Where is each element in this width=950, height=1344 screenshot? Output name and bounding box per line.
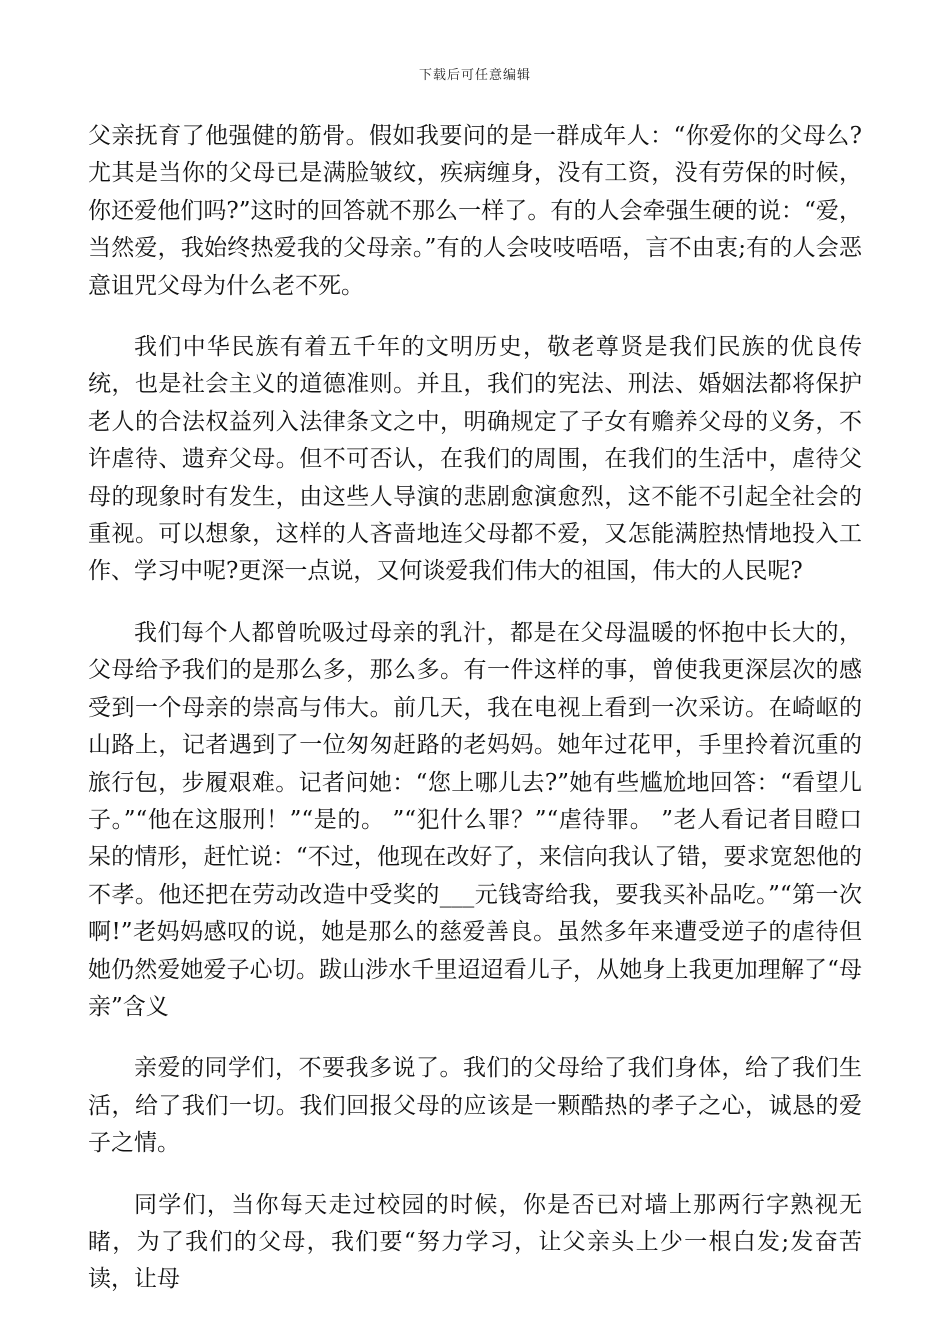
paragraph-1: 父亲抚育了他强健的筋骨。假如我要问的是一群成年人：“你爱你的父母么?尤其是当你的父母已是满脸皱纹，疾病缠身，没有工资，没有劳保的时候，你还爱他们吗?”这时的回答就不那么一样了。有的人会牵强生硬的说：“爱，当然爱，我始终热爱我的父母亲。”有的人会吱吱唔唔，言不由衷;有的人会恶意诅咒父母为什么老不死。 xyxy=(88,123,862,299)
paragraph-3: 我们每个人都曾吮吸过母亲的乳汁，都是在父母温暖的怀抱中长大的，父母给予我们的是那么多，那么多。有一件这样的事，曾使我更深层次的感受到一个母亲的崇高与伟大。前几天，我在电视上看到一次采访。在崎岖的山路上，记者遇到了一位匆匆赶路的老妈妈。她年过花甲，手里拎着沉重的旅行包，步履艰难。记者问她：“您上哪儿去?”她有些尴尬地回答：“看望儿子。”“他在这服刑！”“是的。 ”“犯什么罪？”“虐待罪。 ”老人看记者目瞪口呆的情形，赶忙说：“不过，他现在改好了，来信向我认了错，要求宽恕他的不孝。他还把在劳动改造中受奖的___元钱寄给我，要我买补品吃。”“第一次啊!”老妈妈感叹的说，她是那么的慈爱善良。虽然多年来遭受逆子的虐待但她仍然爱她爱子心切。跋山涉水千里迢迢看儿子，从她身上我更加理解了“母亲”含义 xyxy=(88,619,862,1020)
paragraph-2: 我们中华民族有着五千年的文明历史，敬老尊贤是我们民族的优良传统，也是社会主义的道德准则。并且，我们的宪法、刑法、婚姻法都将保护老人的合法权益列入法律条文之中，明确规定了子女有赡养父母的义务，不许虐待、遗弃父母。但不可否认，在我们的周围，在我们的生活中，虐待父母的现象时有发生，由这些人导演的悲剧愈演愈烈，这不能不引起全社会的重视。可以想象，这样的人吝啬地连父母都不爱，又怎能满腔热情地投入工作、学习中呢?更深一点说，又何谈爱我们伟大的祖国，伟大的人民呢? xyxy=(88,334,862,585)
page-header: 下载后可任意编辑 xyxy=(418,68,531,83)
document-body xyxy=(88,118,862,1323)
paragraph-4: 亲爱的同学们，不要我多说了。我们的父母给了我们身体，给了我们生活，给了我们一切。我们回报父母的应该是一颗酷热的孝子之心，诚恳的爱子之情。 xyxy=(88,1055,862,1157)
paragraph-5: 同学们，当你每天走过校园的时候，你是否已对墙上那两行字熟视无睹，为了我们的父母，我们要“努力学习，让父亲头上少一根白发;发奋苦读，让母 xyxy=(88,1191,862,1293)
